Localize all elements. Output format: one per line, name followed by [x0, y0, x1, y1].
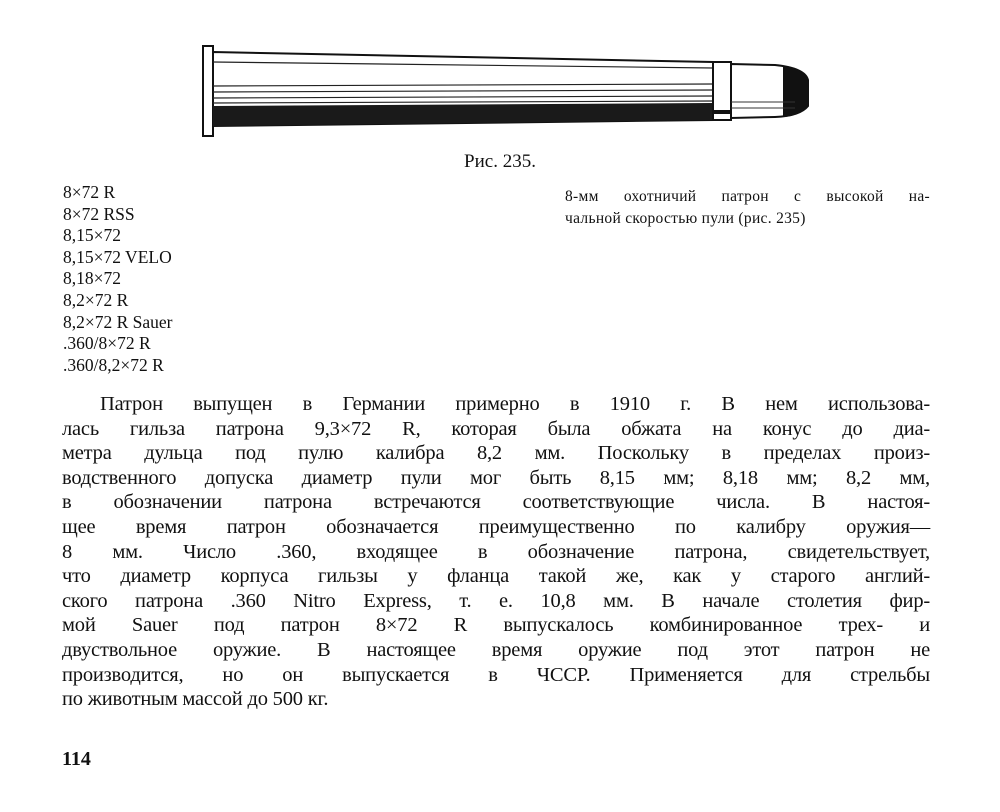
- cartridge-names-list: [63, 182, 173, 376]
- cartridge-name: 8,15×72: [63, 225, 121, 246]
- body-line: производится, но он выпускается в ЧССР. Применяется для стрельбы: [62, 663, 930, 686]
- body-paragraph: [62, 392, 930, 712]
- cartridge-name: 8×72 R: [63, 182, 116, 202]
- cartridge-name: .360/8×72 R: [63, 333, 151, 354]
- body-line: мой Sauer под патрон 8×72 R выпускалось комбинированное трех- и: [62, 614, 930, 637]
- cartridge-name: 8,18×72: [63, 268, 121, 289]
- cartridge-illustration: [195, 40, 815, 145]
- body-line: ского патрона .360 Nitro Express, т. е. 10,8 мм. В начале столетия фир-: [62, 589, 930, 612]
- body-line: по животным массой до 500 кг.: [62, 688, 329, 711]
- page-number: 114: [62, 748, 91, 770]
- body-line: в обозначении патрона встречаются соответствующие числа. В настоя-: [62, 491, 930, 514]
- cartridge-description: [565, 186, 930, 230]
- description-line: чальной скоростью пули (рис. 235): [565, 210, 806, 227]
- description-line: 8-мм охотничий патрон с высокой на-: [565, 188, 930, 205]
- cartridge-name: 8,15×72 VELO: [63, 246, 172, 267]
- body-line: лась гильза патрона 9,3×72 R, которая была обжата на конус до диа-: [62, 417, 930, 440]
- body-line: щее время патрон обозначается преимущественно по калибру оружия—: [62, 515, 930, 538]
- body-line: метра дульца под пулю калибра 8,2 мм. Поскольку в пределах произ-: [62, 442, 930, 465]
- cartridge-name: 8,2×72 R Sauer: [63, 311, 173, 332]
- cartridge-name: 8×72 RSS: [63, 203, 135, 224]
- figure-caption: Рис. 235.: [464, 151, 536, 172]
- body-line: 8 мм. Число .360, входящее в обозначение патрона, свидетельствует,: [62, 540, 930, 563]
- cartridge-name: 8,2×72 R: [63, 289, 129, 310]
- cartridge-name: .360/8,2×72 R: [63, 354, 164, 375]
- body-line: что диаметр корпуса гильзы у фланца такой же, как у старого англий-: [62, 565, 930, 588]
- body-line: двуствольное оружие. В настоящее время оружие под этот патрон не: [62, 638, 930, 661]
- body-line: водственного допуска диаметр пули мог быть 8,15 мм; 8,18 мм; 8,2 мм,: [62, 466, 930, 489]
- body-line: Патрон выпущен в Германии примерно в 1910 г. В нем использова-: [100, 393, 930, 415]
